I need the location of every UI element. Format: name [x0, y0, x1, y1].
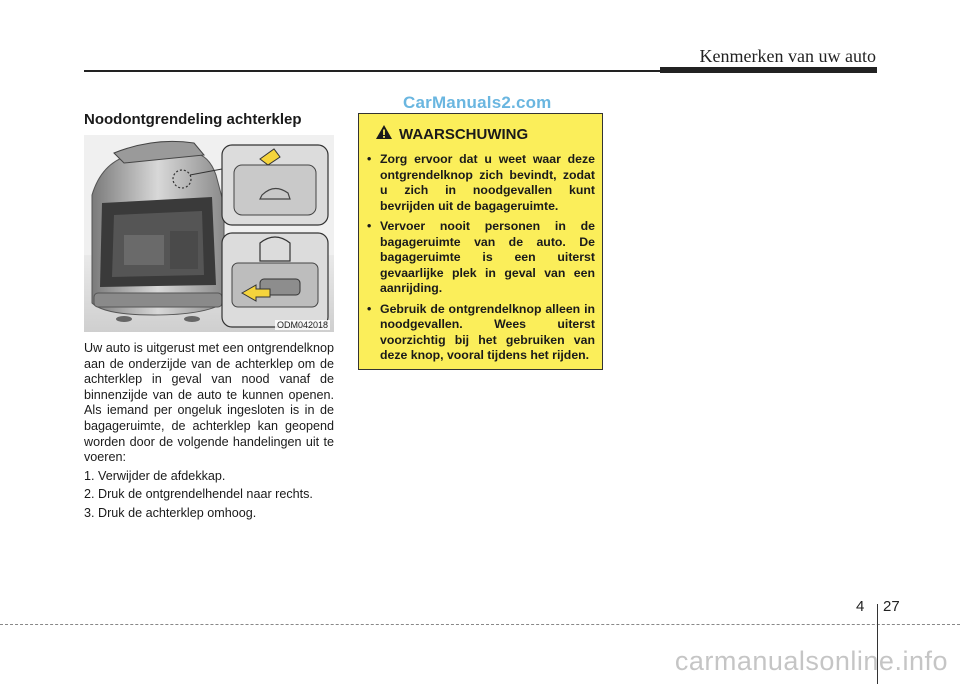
steps-list: [84, 469, 334, 522]
figure-code: ODM042018: [276, 320, 328, 330]
body-text: [84, 341, 334, 525]
warning-list: [367, 152, 595, 364]
warning-header: [375, 124, 595, 145]
header-title: Kenmerken van uw auto: [699, 46, 876, 66]
tailgate-illustration: [84, 135, 334, 332]
page-chapter: 4: [856, 598, 865, 615]
section-title: Noodontgrendeling achterklep: [84, 111, 302, 128]
tailgate-illustration-drawing: [84, 135, 334, 332]
step-item: 3. Druk de achterklep omhoog.: [84, 505, 257, 520]
warning-box: [358, 113, 603, 370]
warning-item: • Gebruik de ontgrendelknop alleen in noodgevallen. Wees uiterst voorzichtig bij het gebruiken van deze knop, vooral tijdens het rijden.: [367, 301, 595, 362]
footer-rule: [0, 624, 960, 625]
watermark-bottom[interactable]: carmanualsonline.info: [674, 646, 948, 676]
step-item: 1. Verwijder de afdekkap.: [84, 468, 226, 483]
header-rule-accent: [660, 67, 877, 73]
warning-item: • Vervoer nooit personen in de bagageruimte van de auto. De bagageruimte is een uiterst gevaarlijke plek in geval van een aanrijding.: [367, 219, 595, 295]
step-item: 2. Druk de ontgrendelhendel naar rechts.: [84, 487, 313, 502]
warning-item: • Zorg ervoor dat u weet waar deze ontgrendelknop zich bevindt, zodat u zich in noodgevallen kunt bevrijden uit de bagageruimte.: [367, 152, 595, 213]
warning-title: WAARSCHUWING: [399, 126, 529, 143]
warning-triangle-icon: [375, 124, 393, 145]
watermark-link[interactable]: CarManuals2.com: [403, 93, 552, 112]
page-number: 27: [883, 598, 900, 615]
body-paragraph: Uw auto is uitgerust met een ontgrendelknop aan de onderzijde van de achterklep om de achterklep in geval van nood vanaf de binnenzijde van de auto te kunnen openen. Als iemand per ongeluk ingesloten is in de bagageruimte, de achterklep kan geopend worden door de volgende handelingen uit te voeren:: [84, 341, 334, 465]
header-rule: [84, 70, 660, 72]
